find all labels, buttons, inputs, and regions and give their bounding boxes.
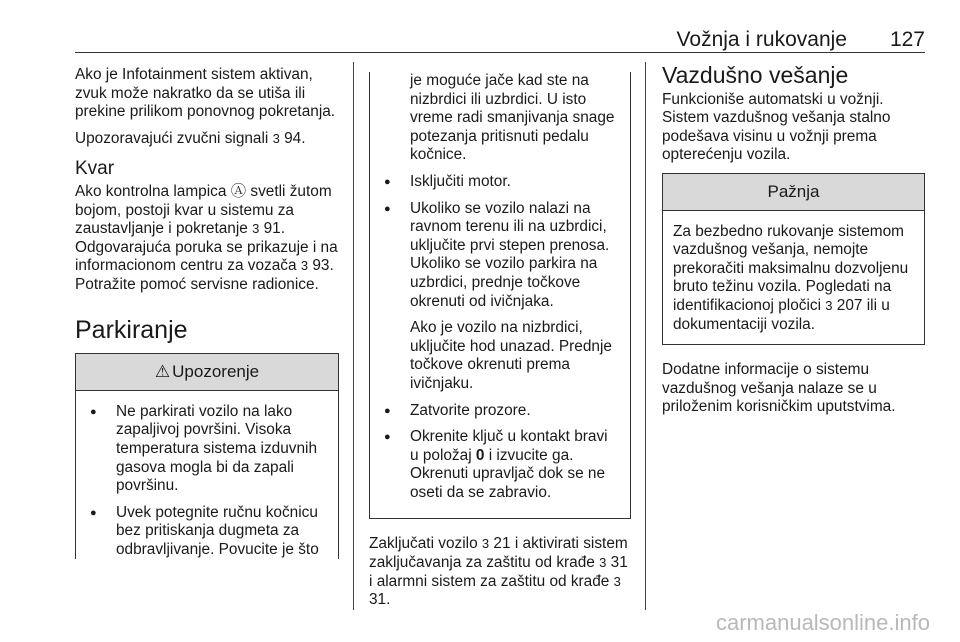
list-item: ● Ne parkirati vozilo na lako zapaljivoj površini. Visoka temperatura sistema izduvnih gasova mogla bi da zapali površinu. (86, 403, 328, 496)
page-number: 127 (889, 28, 925, 51)
page-ref-icon: 3 (599, 555, 607, 571)
paragraph: Ako je vozilo na nizbrdici, uključite hod unazad. Prednje točkove okrenuti prema ivičnjaku. (410, 319, 612, 392)
list-item: ● Okrenite ključ u kontakt bravi u položaj 0 i izvucite ga. Okrenuti upravljač dok se ne oseti da se zabravio. (380, 428, 618, 502)
column-divider (353, 62, 354, 610)
warning-box-continued (369, 72, 631, 519)
warning-box (75, 353, 339, 559)
paragraph: je moguće jače kad ste na nizbrdici ili uzbrdici. U isto vreme radi smanjivanja snage potezanja pritisnuti pedalu kočnice. (410, 72, 615, 164)
stop-start-icon: Ⓐ (230, 182, 247, 200)
section-heading-vazdusno-vesanje: Vazdušno vešanje (662, 62, 849, 88)
paragraph: Ako kontrolna lampica Ⓐ svetli žutom bojom, postoji kvar u sistemu za zaustavljanje i pokretanje 3 91. Odgovarajuća poruka se prikazuje i na informacionom centru za vozača 3 93. Potražite pomoć servisne radionice. (75, 182, 338, 293)
page-ref-icon: 3 (825, 297, 833, 313)
note-body: Za bezbedno rukovanje sistemom vazdušnog vešanja, nemojte prekoračiti maksimalnu dozvoljenu bruto težinu vozila. Pogledati na identifikacionoj pločici 3 207 ili u dokumentaciji vozila. (673, 222, 909, 333)
watermark: carmanualsonline.info (715, 610, 930, 635)
list-item: ● Isključiti motor. (380, 173, 618, 192)
note-header: Pažnja (663, 174, 924, 211)
column-right (662, 62, 925, 425)
page-ref-icon: 3 (300, 258, 309, 274)
paragraph: Upozoravajući zvučni signali 3 94. (75, 129, 306, 147)
list-item: ● Uvek potegnite ručnu kočnicu bez pritiskanja dugmeta za odbravljivanje. Povucite je što (86, 504, 328, 560)
header-divider (75, 52, 925, 53)
page-ref-icon: 3 (252, 221, 260, 237)
paragraph: Zaključati vozilo 3 21 i aktivirati sistem zaključavanja za zaštitu od krađe 3 31 i alarmni sistem za zaštitu od krađe 3 31. (369, 535, 628, 609)
page-ref-icon: 3 (613, 573, 621, 589)
section-heading-kvar: Kvar (75, 158, 115, 180)
section-heading-parkiranje: Parkiranje (75, 315, 188, 344)
list-item: ● Zatvorite prozore. (380, 402, 618, 421)
page-header (75, 28, 925, 50)
column-left (75, 66, 340, 567)
column-divider (645, 62, 646, 610)
list-item: ● Ukoliko se vozilo nalazi na ravnom terenu ili na uzbrdici, uključite prvi stepen prenosa. Ukoliko se vozilo parkira na uzbrdici, prednje točkove okrenuti od ivičnjaka. (380, 200, 618, 312)
page-title: Vožnja i rukovanje (676, 28, 847, 51)
paragraph: Ako je Infotainment sistem aktivan, zvuk može nakratko da se utiša ili prekine prilikom ponovnog pokretanja. (75, 66, 336, 121)
paragraph: Funkcioniše automatski u vožnji. Sistem vazdušnog vešanja stalno podešava visinu u vožnji prema opterećenju vozila. (662, 90, 891, 164)
paragraph: Dodatne informacije o sistemu vazdušnog vešanja nalaze se u priloženim korisničkim uputstvima. (662, 361, 896, 416)
column-middle (369, 66, 631, 618)
warning-icon: ⚠ (154, 362, 171, 382)
page-ref-icon: 3 (481, 536, 490, 552)
note-box (662, 173, 925, 345)
warning-header: ⚠ Upozorenje (76, 354, 338, 391)
page-ref-icon: 3 (272, 130, 280, 146)
